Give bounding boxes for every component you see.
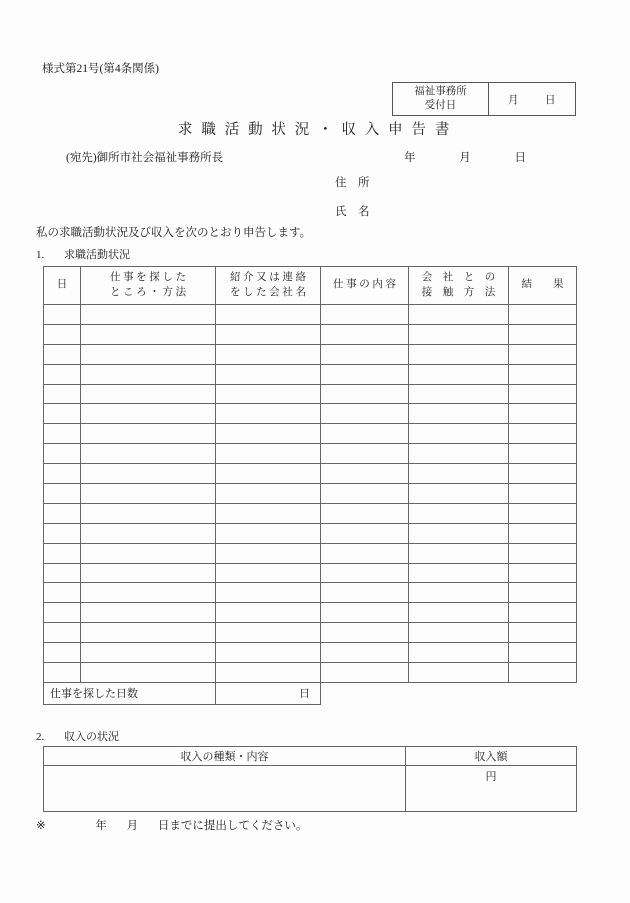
activity-cell-date[interactable]	[44, 603, 81, 623]
activity-cell-date[interactable]	[44, 563, 81, 583]
activity-cell-search-place-method[interactable]	[81, 623, 216, 643]
income-kind-cell[interactable]	[44, 766, 406, 812]
activity-cell-contact-method[interactable]	[409, 404, 509, 424]
table-row	[44, 324, 577, 344]
activity-cell-contact-method[interactable]	[409, 324, 509, 344]
activity-cell-company-name[interactable]	[216, 563, 321, 583]
activity-cell-job-content[interactable]	[321, 424, 409, 444]
activity-cell-result[interactable]	[509, 563, 577, 583]
section1-number: 1.	[36, 249, 45, 261]
col-header-contact-method-line2: 接 触 方 法	[421, 286, 496, 298]
activity-cell-job-content[interactable]	[321, 305, 409, 325]
applicant-address-label: 住 所	[335, 177, 370, 189]
table-row	[44, 305, 577, 325]
receipt-day-label: 日	[545, 94, 557, 106]
income-amount-cell[interactable]: 円	[406, 766, 577, 812]
activity-cell-search-place-method[interactable]	[81, 364, 216, 384]
col-header-contact-method	[409, 267, 509, 305]
note-mark: ※	[36, 820, 46, 832]
section2-number: 2.	[36, 731, 45, 743]
table-row	[44, 523, 577, 543]
activity-cell-date[interactable]	[44, 384, 81, 404]
activity-cell-job-content[interactable]	[321, 444, 409, 464]
note-text: 日までに提出してください。	[157, 820, 308, 832]
activity-cell-date[interactable]	[44, 464, 81, 484]
activity-cell-date[interactable]	[44, 663, 81, 683]
activity-cell-date[interactable]	[44, 344, 81, 364]
activity-cell-result[interactable]	[509, 663, 577, 683]
col-header-company-name-line1: 紹 介 又 は 連 絡	[229, 272, 307, 284]
activity-cell-contact-method[interactable]	[409, 484, 509, 504]
activity-cell-company-name[interactable]	[216, 364, 321, 384]
table-row	[44, 344, 577, 364]
activity-cell-date[interactable]	[44, 643, 81, 663]
activity-cell-company-name[interactable]	[216, 444, 321, 464]
activity-cell-search-place-method[interactable]	[81, 464, 216, 484]
activity-cell-result[interactable]	[509, 503, 577, 523]
table-row	[44, 603, 577, 623]
applicant-name-label: 氏 名	[335, 206, 370, 218]
table-row	[44, 424, 577, 444]
activity-cell-contact-method[interactable]	[409, 583, 509, 603]
activity-cell-contact-method[interactable]	[409, 464, 509, 484]
activity-cell-contact-method[interactable]	[409, 503, 509, 523]
col-header-company-name	[216, 267, 321, 305]
activity-cell-date[interactable]	[44, 324, 81, 344]
section2-title: 収入の状況	[64, 731, 119, 743]
declaration-text: 私の求職活動状況及び収入を次のとおり申告します。	[36, 227, 312, 239]
activity-cell-date[interactable]	[44, 484, 81, 504]
receipt-office-label-line1: 福祉事務所	[414, 85, 467, 97]
activity-cell-job-content[interactable]	[321, 324, 409, 344]
col-header-income-amount: 収入額	[406, 747, 577, 766]
table-row	[44, 444, 577, 464]
col-header-job-content	[321, 267, 409, 305]
job-search-activity-table	[43, 266, 577, 705]
activity-cell-contact-method[interactable]	[409, 444, 509, 464]
activity-cell-job-content[interactable]	[321, 603, 409, 623]
col-header-date-line1: 日	[56, 279, 68, 291]
table-row	[44, 663, 577, 683]
activity-cell-contact-method[interactable]	[409, 603, 509, 623]
col-header-date	[44, 267, 81, 305]
activity-cell-company-name[interactable]	[216, 643, 321, 663]
activity-cell-company-name[interactable]	[216, 464, 321, 484]
activity-cell-search-place-method[interactable]	[81, 563, 216, 583]
activity-cell-contact-method[interactable]	[409, 364, 509, 384]
activity-table-body	[44, 305, 577, 683]
table-row	[44, 364, 577, 384]
activity-cell-search-place-method[interactable]	[81, 663, 216, 683]
receipt-office-label-line2: 受付日	[424, 100, 457, 111]
activity-cell-company-name[interactable]	[216, 484, 321, 504]
income-table-header-row	[44, 747, 577, 766]
col-header-job-content-line1: 仕 事 の 内 容	[333, 279, 396, 291]
activity-cell-contact-method[interactable]	[409, 643, 509, 663]
submission-date-line[interactable]	[404, 152, 526, 166]
col-header-search-place-method-line1: 仕 事 を 探 し た	[109, 272, 187, 284]
col-header-result-line1: 結 果	[521, 279, 564, 291]
activity-cell-result[interactable]	[509, 603, 577, 623]
receipt-stamp-box	[392, 82, 576, 116]
activity-cell-company-name[interactable]	[216, 324, 321, 344]
activity-cell-search-place-method[interactable]	[81, 424, 216, 444]
activity-cell-job-content[interactable]	[321, 404, 409, 424]
activity-cell-search-place-method[interactable]	[81, 484, 216, 504]
activity-cell-result[interactable]	[509, 324, 577, 344]
summary-blank-3	[509, 682, 577, 704]
activity-cell-company-name[interactable]	[216, 543, 321, 563]
activity-cell-result[interactable]	[509, 384, 577, 404]
activity-summary-row	[44, 682, 577, 704]
activity-cell-result[interactable]	[509, 523, 577, 543]
table-row	[44, 384, 577, 404]
activity-cell-date[interactable]	[44, 424, 81, 444]
activity-cell-result[interactable]	[509, 583, 577, 603]
activity-cell-contact-method[interactable]	[409, 305, 509, 325]
activity-cell-result[interactable]	[509, 484, 577, 504]
table-row	[44, 583, 577, 603]
activity-cell-company-name[interactable]	[216, 404, 321, 424]
activity-cell-contact-method[interactable]	[409, 663, 509, 683]
summary-blank-2	[409, 682, 509, 704]
activity-cell-company-name[interactable]	[216, 384, 321, 404]
activity-cell-contact-method[interactable]	[409, 344, 509, 364]
activity-cell-search-place-method[interactable]	[81, 444, 216, 464]
summary-blank-1	[321, 682, 409, 704]
activity-cell-date[interactable]	[44, 503, 81, 523]
col-header-contact-method-line1: 会 社 と の	[421, 272, 496, 284]
addressee-line: (宛先)御所市社会福祉事務所長	[66, 152, 224, 164]
activity-cell-date[interactable]	[44, 364, 81, 384]
activity-cell-result[interactable]	[509, 404, 577, 424]
activity-cell-job-content[interactable]	[321, 563, 409, 583]
receipt-office-label	[393, 83, 489, 115]
activity-cell-contact-method[interactable]	[409, 543, 509, 563]
section2-heading	[36, 731, 119, 744]
activity-cell-job-content[interactable]	[321, 643, 409, 663]
activity-cell-search-place-method[interactable]	[81, 305, 216, 325]
col-header-result	[509, 267, 577, 305]
activity-cell-result[interactable]	[509, 344, 577, 364]
activity-cell-job-content[interactable]	[321, 543, 409, 563]
activity-cell-result[interactable]	[509, 444, 577, 464]
income-table-row	[44, 766, 577, 812]
section1-title: 求職活動状況	[64, 249, 130, 261]
activity-cell-date[interactable]	[44, 404, 81, 424]
summary-label-cell: 仕事を探した日数	[44, 682, 216, 704]
activity-cell-search-place-method[interactable]	[81, 324, 216, 344]
page-title: 求 職 活 動 状 況 ・ 収 入 申 告 書	[178, 122, 452, 138]
activity-cell-date[interactable]	[44, 444, 81, 464]
receipt-date-field[interactable]	[489, 83, 575, 115]
date-month-label: 月	[459, 152, 471, 164]
table-row	[44, 484, 577, 504]
activity-cell-date[interactable]	[44, 543, 81, 563]
activity-cell-company-name[interactable]	[216, 305, 321, 325]
activity-cell-contact-method[interactable]	[409, 623, 509, 643]
activity-cell-company-name[interactable]	[216, 344, 321, 364]
activity-cell-job-content[interactable]	[321, 503, 409, 523]
table-row	[44, 404, 577, 424]
table-row	[44, 464, 577, 484]
table-row	[44, 563, 577, 583]
activity-cell-result[interactable]	[509, 543, 577, 563]
activity-cell-job-content[interactable]	[321, 523, 409, 543]
activity-cell-job-content[interactable]	[321, 344, 409, 364]
receipt-month-label: 月	[507, 94, 519, 106]
activity-cell-contact-method[interactable]	[409, 424, 509, 444]
activity-cell-search-place-method[interactable]	[81, 583, 216, 603]
activity-cell-contact-method[interactable]	[409, 523, 509, 543]
activity-cell-search-place-method[interactable]	[81, 404, 216, 424]
table-row	[44, 643, 577, 663]
activity-cell-company-name[interactable]	[216, 663, 321, 683]
activity-cell-search-place-method[interactable]	[81, 503, 216, 523]
col-header-search-place-method	[81, 267, 216, 305]
date-day-label: 日	[514, 152, 526, 164]
activity-cell-company-name[interactable]	[216, 583, 321, 603]
activity-cell-search-place-method[interactable]	[81, 523, 216, 543]
activity-cell-job-content[interactable]	[321, 623, 409, 643]
summary-value-cell[interactable]: 日	[216, 682, 321, 704]
submission-deadline-note	[36, 820, 307, 834]
activity-table-header-row	[44, 267, 577, 305]
activity-cell-company-name[interactable]	[216, 603, 321, 623]
activity-cell-contact-method[interactable]	[409, 384, 509, 404]
activity-cell-search-place-method[interactable]	[81, 384, 216, 404]
activity-cell-result[interactable]	[509, 643, 577, 663]
activity-cell-company-name[interactable]	[216, 623, 321, 643]
col-header-search-place-method-line2: と こ ろ ・ 方 法	[109, 286, 187, 298]
activity-cell-job-content[interactable]	[321, 384, 409, 404]
table-row	[44, 543, 577, 563]
activity-cell-contact-method[interactable]	[409, 563, 509, 583]
activity-cell-search-place-method[interactable]	[81, 643, 216, 663]
activity-cell-job-content[interactable]	[321, 464, 409, 484]
activity-cell-job-content[interactable]	[321, 364, 409, 384]
col-header-company-name-line2: を し た 会 社 名	[229, 286, 307, 298]
activity-cell-result[interactable]	[509, 424, 577, 444]
activity-cell-search-place-method[interactable]	[81, 543, 216, 563]
activity-cell-company-name[interactable]	[216, 503, 321, 523]
activity-cell-result[interactable]	[509, 623, 577, 643]
activity-cell-company-name[interactable]	[216, 424, 321, 444]
note-month-label: 月	[126, 820, 139, 832]
activity-cell-search-place-method[interactable]	[81, 603, 216, 623]
activity-cell-date[interactable]	[44, 305, 81, 325]
activity-cell-result[interactable]	[509, 364, 577, 384]
col-header-income-kind: 収入の種類・内容	[44, 747, 406, 766]
date-year-label: 年	[404, 152, 416, 164]
activity-cell-date[interactable]	[44, 523, 81, 543]
activity-cell-company-name[interactable]	[216, 523, 321, 543]
section1-heading	[36, 249, 130, 262]
activity-cell-job-content[interactable]	[321, 484, 409, 504]
activity-cell-search-place-method[interactable]	[81, 344, 216, 364]
activity-cell-date[interactable]	[44, 583, 81, 603]
table-row	[44, 623, 577, 643]
activity-cell-result[interactable]	[509, 305, 577, 325]
table-row	[44, 503, 577, 523]
activity-cell-date[interactable]	[44, 623, 81, 643]
income-status-table	[43, 746, 577, 812]
activity-cell-job-content[interactable]	[321, 663, 409, 683]
activity-cell-result[interactable]	[509, 464, 577, 484]
form-number: 様式第21号(第4条関係)	[42, 63, 159, 75]
note-year-label: 年	[95, 820, 107, 832]
activity-cell-job-content[interactable]	[321, 583, 409, 603]
